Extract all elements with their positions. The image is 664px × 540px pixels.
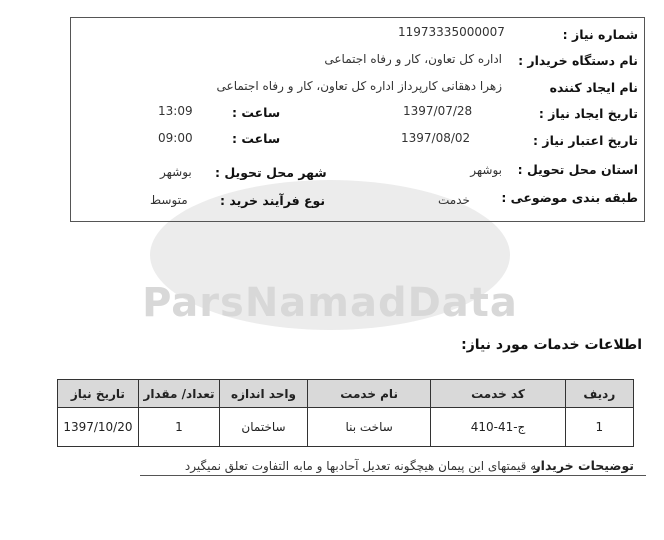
delivery-city-value: بوشهر xyxy=(160,165,192,179)
notes-divider xyxy=(140,475,646,476)
col-header-quantity: تعداد/ مقدار xyxy=(138,380,219,408)
buyer-org-value: اداره کل تعاون، کار و رفاه اجتماعی xyxy=(324,52,502,66)
cell-unit: ساختمان xyxy=(220,408,308,447)
valid-time-value: 09:00 xyxy=(158,131,193,145)
valid-date-label: تاریخ اعتبار نیاز : xyxy=(533,133,638,148)
delivery-city-label: شهر محل تحویل : xyxy=(215,165,327,180)
table-row xyxy=(58,408,634,447)
category-label: طبقه بندی موضوعی : xyxy=(501,190,638,205)
buyer-notes-value: به قیمتهای این پیمان هیچگونه تعدیل آحادبها و مابه التفاوت تعلق نمیگیرد xyxy=(184,459,540,473)
create-date-label: تاریخ ایجاد نیاز : xyxy=(538,106,638,121)
valid-time-label: ساعت : xyxy=(232,131,281,146)
table-header-row xyxy=(58,380,634,408)
creator-label: نام ایجاد کننده xyxy=(549,80,638,95)
col-header-need-date: تاریخ نیاز xyxy=(58,380,139,408)
create-time-label: ساعت : xyxy=(232,105,281,120)
services-table xyxy=(57,379,634,447)
delivery-province-value: بوشهر xyxy=(470,163,502,177)
create-date-value: 1397/07/28 xyxy=(403,104,473,118)
category-value: خدمت xyxy=(438,193,470,207)
delivery-province-label: استان محل تحویل : xyxy=(517,162,638,177)
process-type-value: متوسط xyxy=(150,193,188,207)
need-number-value: 11973335000007 xyxy=(398,25,505,39)
process-type-label: نوع فرآیند خرید : xyxy=(220,193,326,208)
col-header-service-name: نام خدمت xyxy=(307,380,431,408)
cell-quantity: 1 xyxy=(138,408,219,447)
buyer-org-label: نام دستگاه خریدار : xyxy=(518,53,638,68)
creator-value: زهرا دهقانی کارپرداز اداره کل تعاون، کار و رفاه اجتماعی xyxy=(216,79,502,93)
valid-date-value: 1397/08/02 xyxy=(401,131,471,145)
cell-service-code: ج-41-410 xyxy=(431,408,565,447)
services-section-title: اطلاعات خدمات مورد نیاز: xyxy=(461,337,642,353)
need-number-label: شماره نیاز : xyxy=(562,27,638,42)
watermark-text: ParsNamadData xyxy=(142,280,518,326)
buyer-notes-label: توضیحات خریدار xyxy=(533,458,634,473)
col-header-unit: واحد اندازه xyxy=(220,380,308,408)
cell-service-name: ساخت بنا xyxy=(307,408,431,447)
cell-need-date: 1397/10/20 xyxy=(58,408,139,447)
cell-row-no: 1 xyxy=(565,408,633,447)
create-time-value: 13:09 xyxy=(158,104,193,118)
col-header-row-no: ردیف xyxy=(565,380,633,408)
col-header-service-code: کد خدمت xyxy=(431,380,565,408)
